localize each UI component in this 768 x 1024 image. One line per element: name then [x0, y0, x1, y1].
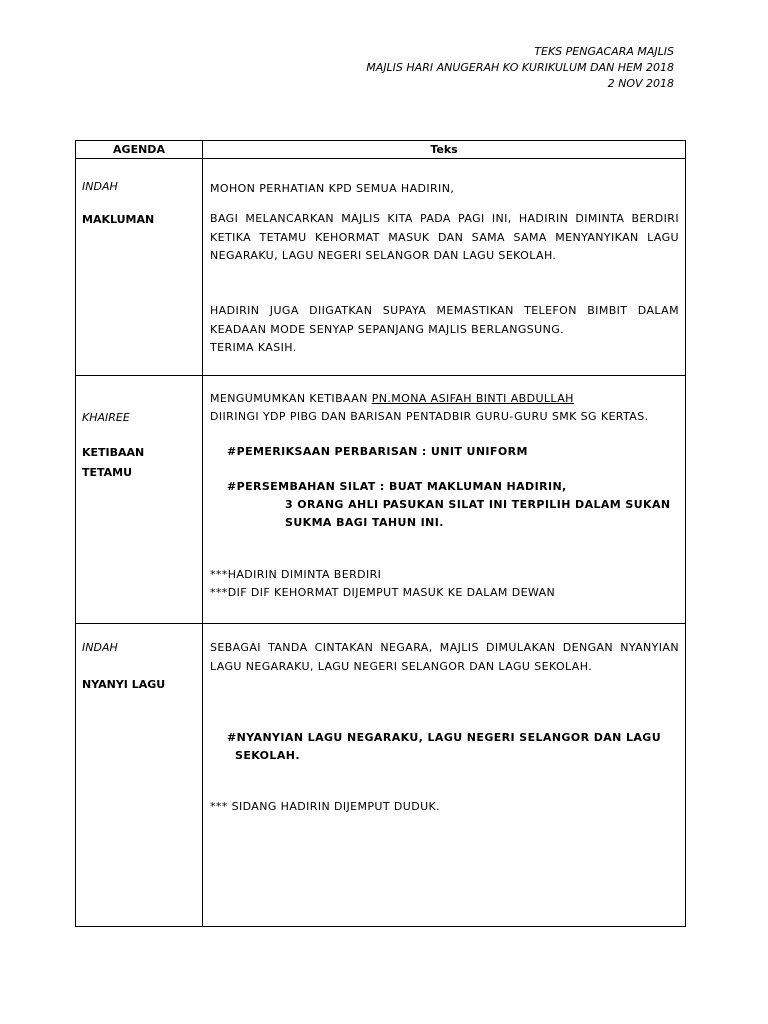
table-header-row: [76, 141, 686, 159]
program-item-detail: 3 ORANG AHLI PASUKAN SILAT INI TERPILIH DALAM SUKAN: [285, 498, 671, 511]
agenda-cell: [76, 624, 203, 927]
agenda-topic: NYANYI LAGU: [82, 678, 166, 691]
note-line: *** SIDANG HADIRIN DIJEMPUT DUDUK.: [210, 800, 441, 813]
program-item-detail: SEKOLAH.: [235, 749, 300, 762]
header-date: 2 NOV 2018: [607, 77, 674, 90]
agenda-cell: [76, 376, 203, 624]
note-line: ***HADIRIN DIMINTA BERDIRI: [210, 568, 382, 581]
col-header-teks: Teks: [203, 141, 686, 159]
text-cell: [203, 376, 686, 624]
agenda-cell: [76, 159, 203, 376]
speaker-name: INDAH: [82, 180, 118, 193]
header-event: MAJLIS HARI ANUGERAH KO KURIKULUM DAN HEM 2018: [366, 61, 674, 74]
text-paragraph: HADIRIN JUGA DIIGATKAN SUPAYA MEMASTIKAN TELEFON BIMBIT DALAM KEADAAN MODE SENYAP SEPANJANG MAJLIS BERLANGSUNG.: [210, 304, 679, 336]
text-paragraph: DIIRINGI YDP PIBG DAN BARISAN PENTADBIR GURU-GURU SMK SG KERTAS.: [210, 410, 649, 423]
program-item: #PERSEMBAHAN SILAT : BUAT MAKLUMAN HADIRIN,: [227, 480, 567, 493]
agenda-topic: MAKLUMAN: [82, 213, 155, 226]
text-paragraph: [210, 390, 679, 409]
note-line: ***DIF DIF KEHORMAT DIJEMPUT MASUK KE DALAM DEWAN: [210, 586, 556, 599]
table-row: [76, 376, 686, 624]
program-item-detail: SUKMA BAGI TAHUN INI.: [285, 516, 444, 529]
program-item: #PEMERIKSAAN PERBARISAN : UNIT UNIFORM: [227, 445, 528, 458]
text-paragraph: TERIMA KASIH.: [210, 341, 297, 354]
agenda-topic: [82, 443, 144, 483]
agenda-topic-line: KETIBAAN: [82, 446, 145, 459]
text-cell: [203, 159, 686, 376]
announce-prefix: MENGUMUMKAN KETIBAAN: [210, 392, 372, 405]
header-title: TEKS PENGACARA MAJLIS: [534, 45, 674, 58]
table-row: [76, 159, 686, 376]
text-paragraph: BAGI MELANCARKAN MAJLIS KITA PADA PAGI INI, HADIRIN DIMINTA BERDIRI KETIKA TETAMU KEHORMAT MASUK DAN SAMA SAMA MENYANYIKAN LAGU NEGARAKU, LAGU NEGERI SELANGOR DAN LAGU SEKOLAH.: [210, 212, 679, 262]
text-paragraph: MOHON PERHATIAN KPD SEMUA HADIRIN,: [210, 182, 455, 195]
agenda-topic-line: TETAMU: [82, 466, 133, 479]
table-row: [76, 624, 686, 927]
agenda-table: [75, 140, 686, 927]
document-header: [366, 44, 674, 92]
text-cell: [203, 624, 686, 927]
guest-name: PN.MONA ASIFAH BINTI ABDULLAH: [371, 392, 574, 405]
col-header-agenda: AGENDA: [76, 141, 203, 159]
speaker-name: KHAIREE: [82, 411, 130, 424]
program-item: #NYANYIAN LAGU NEGARAKU, LAGU NEGERI SELANGOR DAN LAGU: [227, 731, 662, 744]
speaker-name: INDAH: [82, 641, 118, 654]
text-paragraph: SEBAGAI TANDA CINTAKAN NEGARA, MAJLIS DIMULAKAN DENGAN NYANYIAN LAGU NEGARAKU, LAGU NEGERI SELANGOR DAN LAGU SEKOLAH.: [210, 641, 679, 673]
